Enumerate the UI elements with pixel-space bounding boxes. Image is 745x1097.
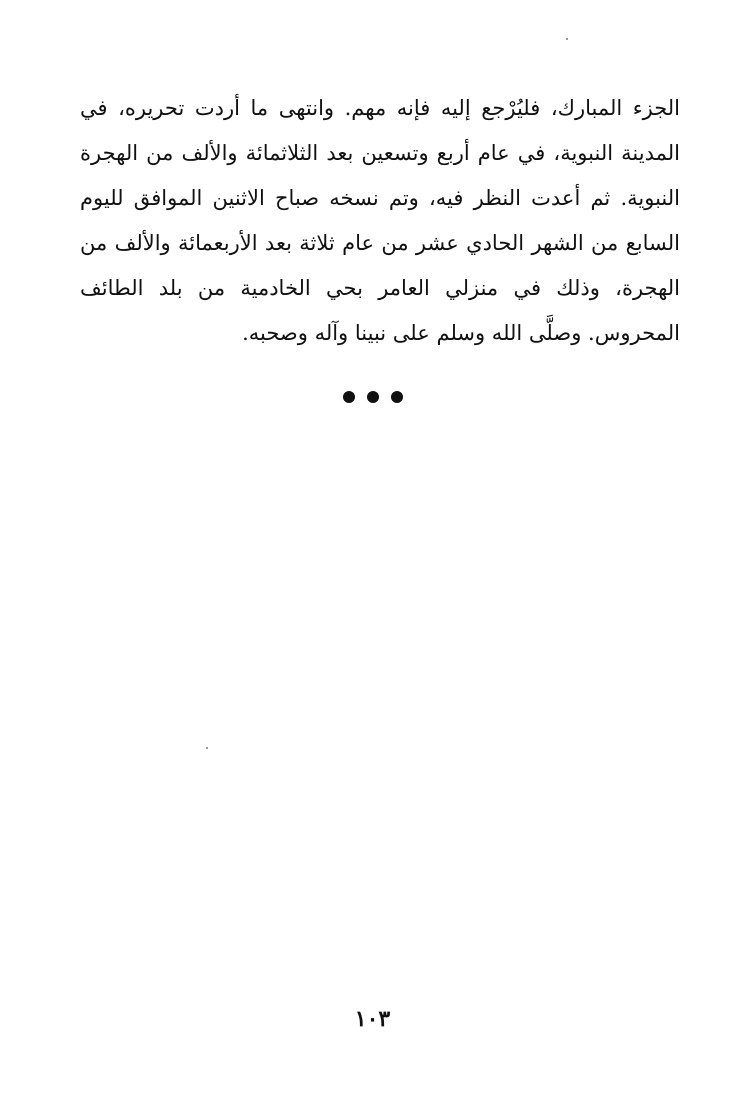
text-line: النبوية. ثم أعدت النظر فيه، وتم نسخه صباح الاثنين الموافق لليوم: [80, 186, 680, 210]
scan-speck: [566, 38, 568, 40]
page-number: ١٠٣: [354, 1006, 391, 1032]
separator-dot: [367, 391, 379, 403]
text-line: الجزء المبارك، فليُرْجع إليه فإنه مهم. وانتهى ما أردت تحريره، في: [80, 96, 680, 120]
text-line: السابع من الشهر الحادي عشر من عام ثلاثة بعد الأربعمائة والألف من: [80, 231, 680, 255]
section-separator: [0, 389, 745, 405]
text-line: المحروس. وصلَّى الله وسلم على نبينا وآله وصحبه.: [242, 321, 680, 345]
separator-dot: [343, 391, 355, 403]
body-text: [80, 86, 680, 356]
scan-speck: [206, 747, 208, 749]
text-line: المدينة النبوية، في عام أربع وتسعين بعد الثلاثمائة والألف من الهجرة: [80, 141, 680, 165]
text-line: الهجرة، وذلك في منزلي العامر بحي الخادمية من بلد الطائف: [80, 276, 680, 300]
separator-dot: [391, 391, 403, 403]
